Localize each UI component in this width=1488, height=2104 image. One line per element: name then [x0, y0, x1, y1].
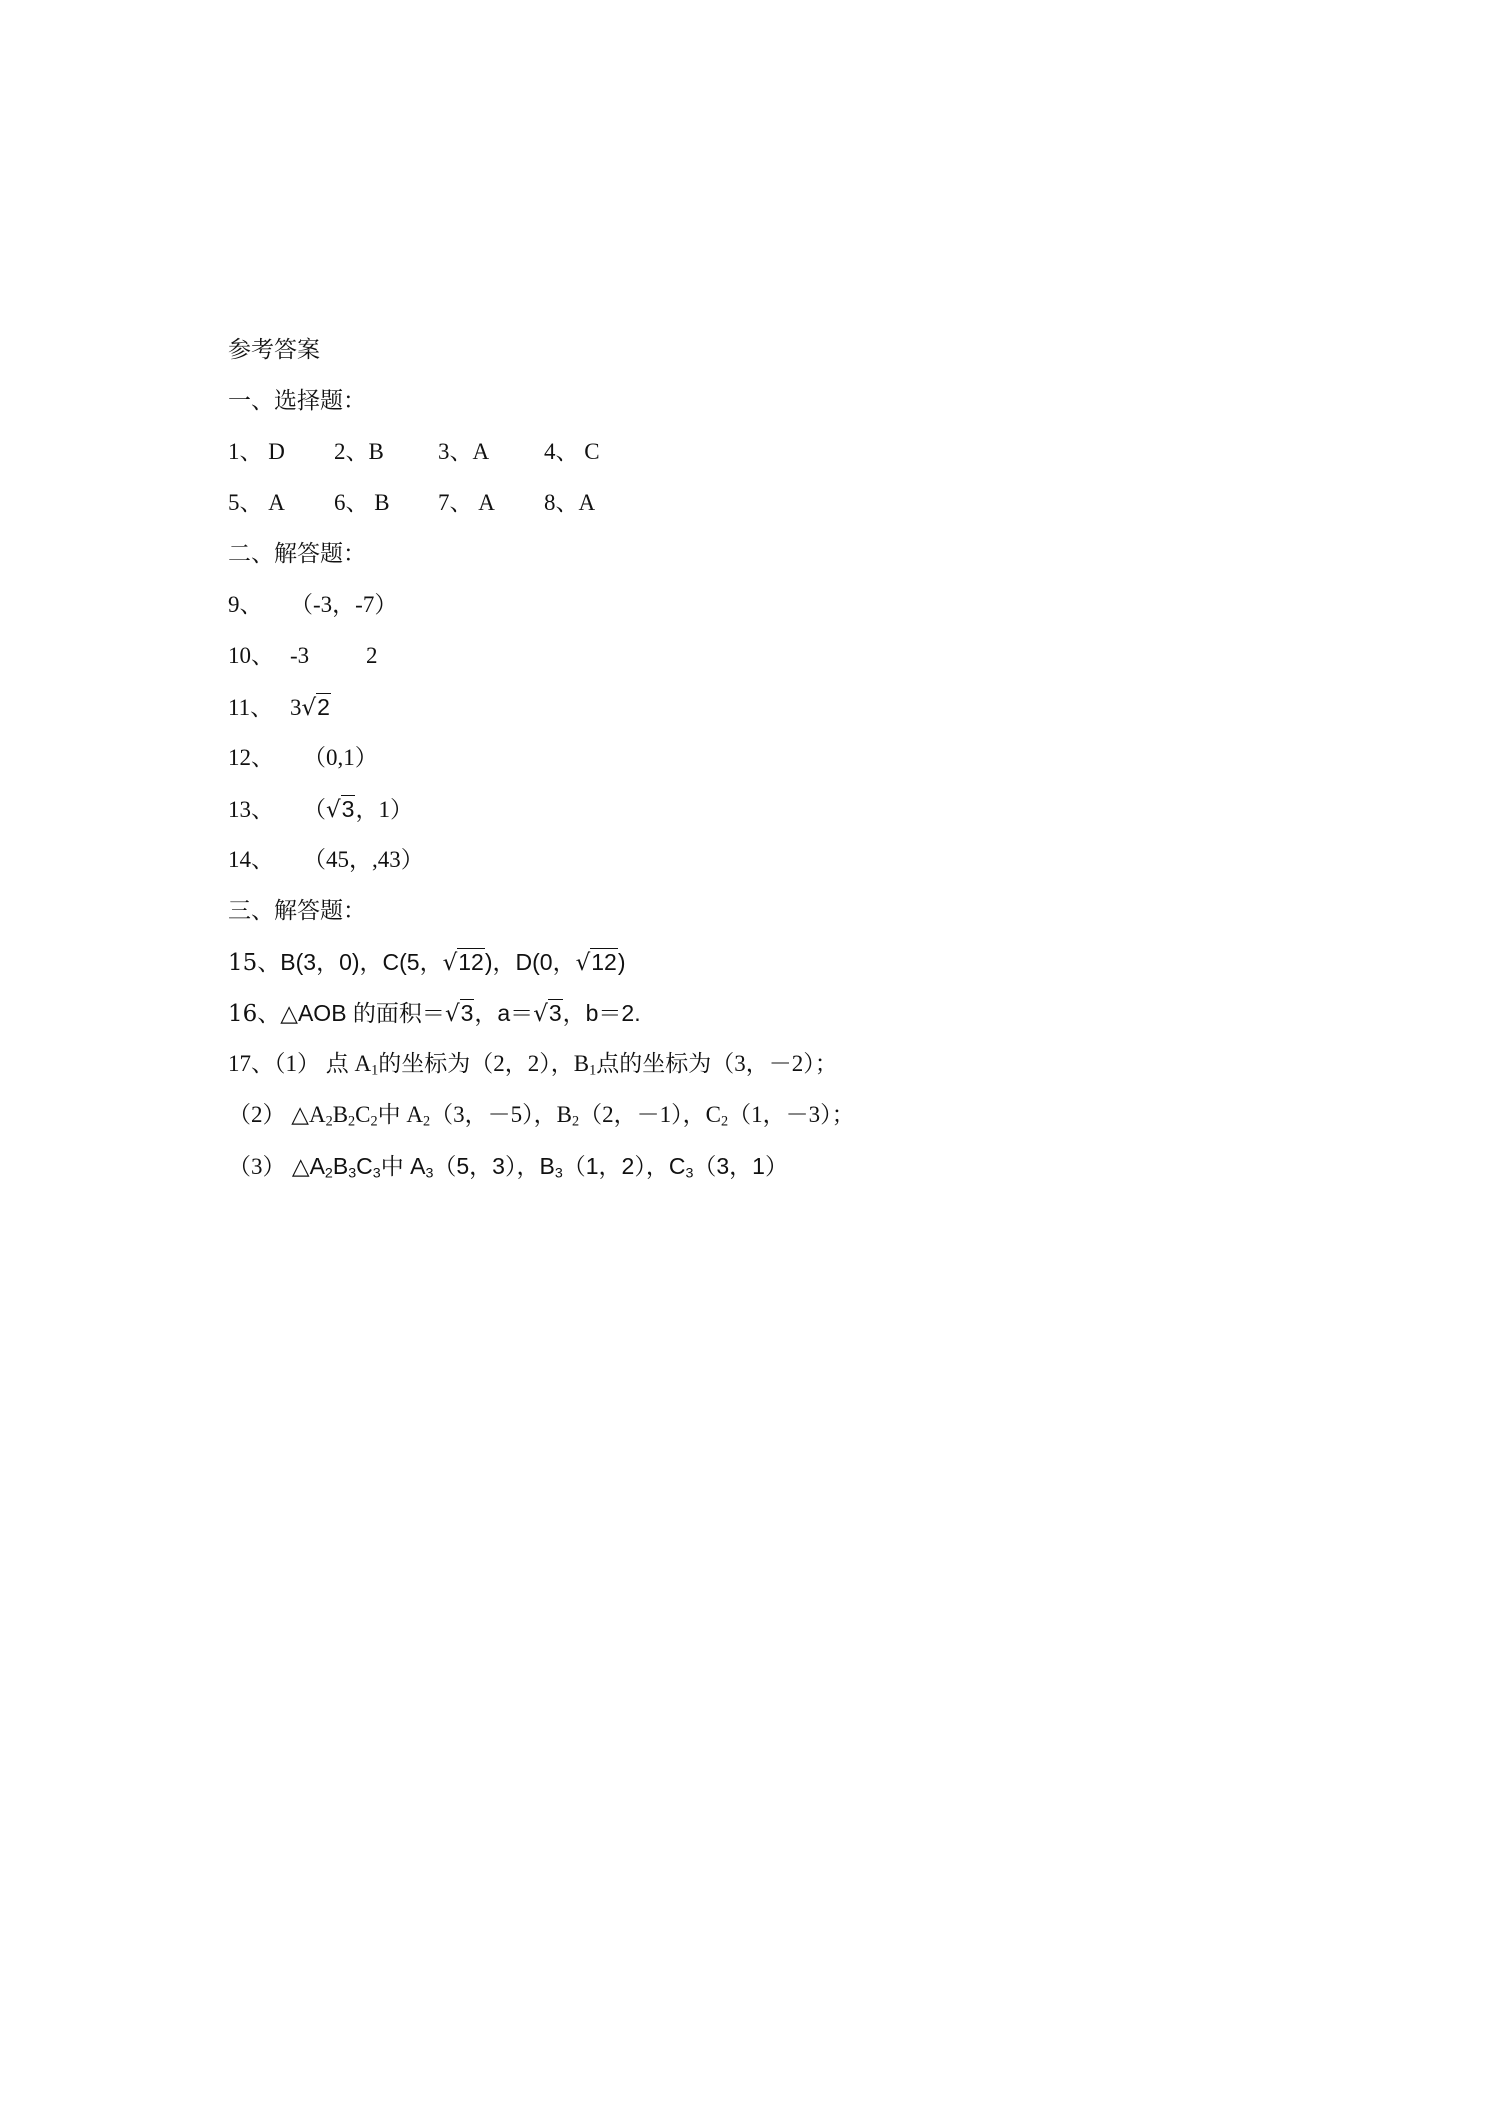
subscript: 2	[348, 1113, 356, 1130]
subscript: 3	[425, 1165, 434, 1182]
choice-answer: 6、 B	[334, 490, 390, 515]
answer-text: 中 A	[377, 1102, 423, 1127]
section-heading-fill: 二、解答题：	[228, 541, 366, 567]
sqrt-sign-icon: √	[575, 950, 591, 976]
answer-text: （2，－1），C	[579, 1102, 721, 1127]
radicand: 12	[591, 949, 617, 975]
answer-15	[228, 947, 626, 978]
sqrt-sign-icon: √	[533, 1001, 548, 1027]
section-heading-solve: 三、解答题：	[228, 898, 366, 924]
answer-text: ，1）	[355, 797, 413, 822]
subscript: 3	[348, 1165, 357, 1182]
question-number: 9、	[228, 592, 263, 617]
radicand: 3	[548, 1000, 562, 1026]
subscript: 2	[325, 1113, 333, 1130]
answer-text: （1，－3）；	[728, 1102, 855, 1127]
sqrt-expression	[445, 998, 474, 1029]
choice-row-1	[228, 437, 600, 467]
choice-answer: 3、A	[438, 439, 490, 464]
answer-text: C	[355, 1102, 371, 1127]
answer-coefficient: 3	[290, 695, 302, 720]
subscript: 3	[685, 1165, 694, 1182]
answer-17-part-2	[228, 1100, 855, 1130]
answer-text: （-3，-7）	[290, 592, 398, 617]
question-number: 10、	[228, 643, 274, 668]
subscript: 2	[423, 1113, 431, 1130]
answer-text: ，b＝2.	[562, 1000, 641, 1026]
answer-17-part-1	[228, 1049, 838, 1079]
choice-answer: 7、 A	[438, 490, 495, 515]
choice-answer: 1、 D	[228, 439, 285, 464]
radicand: 3	[460, 1000, 474, 1026]
answer-text: （	[303, 797, 326, 822]
answer-9	[228, 590, 397, 620]
answer-text: B	[332, 1153, 349, 1179]
answer-text: -3	[290, 643, 310, 668]
page-title: 参考答案	[228, 337, 320, 363]
answer-text: 2	[366, 643, 378, 668]
answer-text: △A	[285, 1102, 326, 1127]
choice-answer: 8、A	[544, 490, 596, 515]
subscript: 2	[370, 1113, 378, 1130]
answer-text: （0,1）	[303, 745, 378, 770]
part-label: （3）	[228, 1154, 286, 1179]
answer-text: （45，,43）	[303, 847, 424, 872]
sqrt-expression	[533, 998, 562, 1029]
sqrt-expression	[326, 794, 355, 825]
question-number: 15、	[228, 950, 281, 976]
sqrt-expression	[443, 947, 485, 978]
choice-row-2	[228, 488, 595, 518]
radicand: 2	[317, 694, 330, 720]
question-number: 17、	[228, 1051, 274, 1076]
part-label: （1）	[274, 1051, 320, 1076]
question-number: 11、	[228, 695, 274, 720]
answer-13	[228, 794, 413, 825]
answer-text: B(3，0)，C(5，	[280, 949, 443, 975]
answer-text: )，D(0，	[484, 949, 576, 975]
choice-answer: 5、 A	[228, 490, 285, 515]
question-number: 14、	[228, 847, 274, 872]
radicand: 3	[341, 796, 355, 822]
answer-text: （3，－5），B	[430, 1102, 572, 1127]
answer-text: 点的坐标为（3，－2）；	[596, 1051, 838, 1076]
question-number: 16、	[228, 1001, 281, 1027]
choice-answer: 4、 C	[544, 439, 600, 464]
subscript: 3	[372, 1165, 381, 1182]
answer-11	[228, 692, 331, 723]
sqrt-sign-icon: √	[444, 1001, 460, 1027]
answer-text: )	[617, 949, 626, 975]
answer-text: 中 A	[380, 1153, 426, 1179]
answer-text: （1，2），C	[562, 1153, 686, 1179]
part-label: （2）	[228, 1102, 286, 1127]
choice-answer: 2、B	[334, 439, 384, 464]
sqrt-sign-icon: √	[326, 797, 341, 823]
subscript: 2	[324, 1165, 333, 1182]
subscript: 1	[371, 1062, 379, 1079]
answer-text: ，a＝	[474, 1000, 534, 1026]
question-number: 12、	[228, 745, 274, 770]
answer-14	[228, 845, 424, 875]
answer-17-part-3	[228, 1151, 788, 1182]
subscript: 2	[571, 1113, 580, 1130]
answer-text: △AOB 的面积＝	[280, 1000, 445, 1026]
answer-10	[228, 641, 378, 671]
answer-text: △A	[285, 1153, 325, 1179]
subscript: 1	[589, 1062, 597, 1079]
subscript: 3	[554, 1165, 563, 1182]
answer-text: （3，1）	[693, 1153, 788, 1179]
answer-text: 点 A	[320, 1051, 372, 1076]
sqrt-expression	[576, 947, 618, 978]
sqrt-expression	[302, 692, 331, 723]
sqrt-sign-icon: √	[442, 950, 458, 976]
answer-text: 的坐标为（2，2），B	[378, 1051, 590, 1076]
answer-16	[228, 998, 641, 1029]
sqrt-sign-icon: √	[301, 695, 317, 721]
section-heading-choice: 一、选择题：	[228, 388, 366, 414]
radicand: 12	[458, 949, 484, 975]
answer-12	[228, 743, 378, 773]
answer-text: （5，3），B	[433, 1153, 555, 1179]
question-number: 13、	[228, 797, 274, 822]
subscript: 2	[720, 1113, 729, 1130]
answer-text: C	[356, 1153, 373, 1179]
answer-text: B	[332, 1102, 349, 1127]
